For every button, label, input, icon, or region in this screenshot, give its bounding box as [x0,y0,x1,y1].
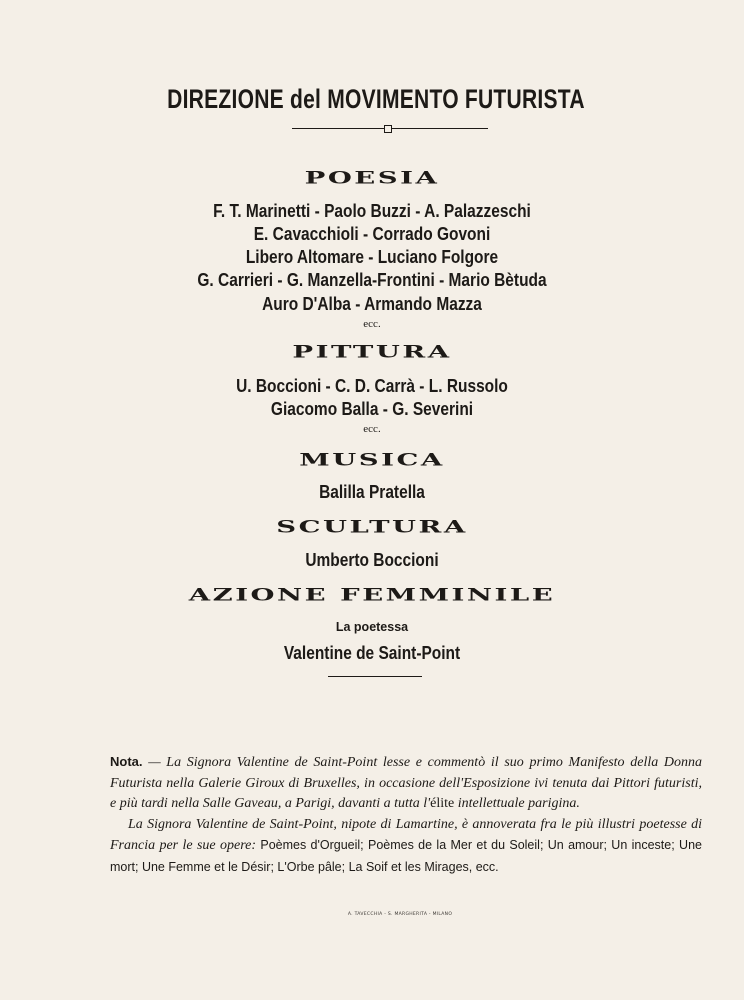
page-title: DIREZIONE del MOVIMENTO FUTURISTA [167,84,585,114]
pittura-line: U. Boccioni - C. D. Carrà - L. Russolo [236,376,508,396]
musica-line: Balilla Pratella [319,482,425,502]
azione-label: La poetessa [335,620,409,634]
poesia-line: E. Cavacchioli - Corrado Govoni [253,224,491,244]
poesia-line: F. T. Marinetti - Paolo Buzzi - A. Palazzeschi [213,201,531,221]
poesia-line: Libero Altomare - Luciano Folgore [245,247,499,267]
section-heading-azione-femminile: AZIONE FEMMINILE [188,585,556,606]
note-works-list: Poèmes d'Orgueil; Poèmes de la Mer et du Soleil; Un amour; Un inceste; Une mort; Une Femme et le Désir; L'Orbe pâle; La Soif et les Mirages, ecc. [110,838,702,874]
poesia-line: Auro D'Alba - Armando Mazza [262,294,482,314]
note-paragraph-1: — La Signora Valentine de Saint-Point lesse e commentò il suo primo Manifesto della Donna Futurista nella Galerie Giroux di Bruxelles, in occasione dell'Esposizione ivi tenuta dai Pittori futuristi, e più tardi nella Salle Gaveau, a Parigi, davanti a tutta l' [110,755,703,811]
section-heading-scultura: SCULTURA [276,517,468,538]
pittura-line: Giacomo Balla - G. Severini [270,399,474,419]
scultura-line: Umberto Boccioni [305,550,439,570]
pittura-ecc: ecc. [363,423,381,435]
section-heading-poesia: POESIA [304,168,440,189]
poesia-line: G. Carrieri - G. Manzella-Frontini - Mario Bètuda [197,270,547,290]
divider-ornament [384,125,392,133]
footnote [110,752,702,878]
azione-name: Valentine de Saint-Point [283,643,461,663]
poesia-ecc: ecc. [363,318,381,330]
note-label: Nota. [110,754,143,769]
note-paragraph-1-end: intellettuale parigina. [454,796,580,811]
note-paragraph-2: La Signora Valentine de Saint-Point, nipote di Lamartine, è annoverata fra le più illustri poetesse di Francia per le sue opere: [110,816,702,853]
closing-rule [328,676,422,677]
section-heading-musica: MUSICA [299,450,445,471]
printer-imprint: A. TAVECCHIA - S. MARGHERITA - MILANO [347,912,453,917]
section-heading-pittura: PITTURA [292,342,452,363]
note-elite: élite [430,796,455,811]
